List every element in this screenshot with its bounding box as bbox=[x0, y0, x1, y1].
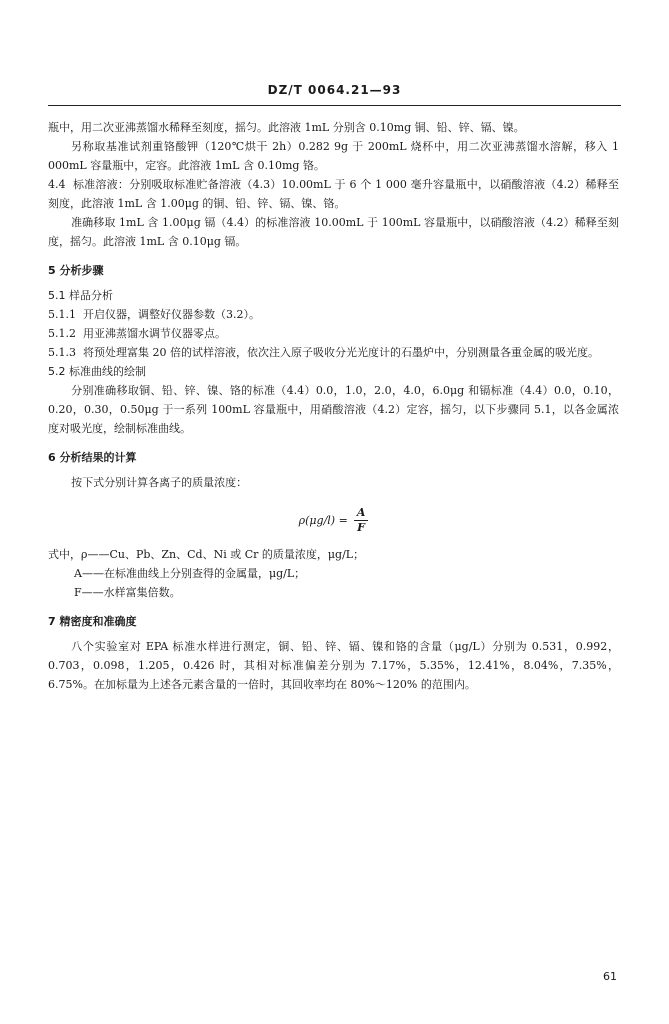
standard-code-header: DZ/T 0064.21—93 bbox=[267, 83, 402, 97]
page-number: 61 bbox=[603, 970, 617, 983]
concentration-formula bbox=[48, 506, 619, 535]
formula-fraction bbox=[354, 506, 369, 535]
paragraph-standard-solution bbox=[48, 175, 619, 213]
section-title-6: 6 分析结果的计算 bbox=[48, 451, 137, 464]
subsection-5-1: 5.1 样品分析 bbox=[48, 289, 113, 302]
paragraph-cadmium-standard: 准确移取 1mL 含 1.00μg 镉（4.4）的标准溶液 10.00mL 于 100mL 容量瓶中，以硝酸溶液（4.2）稀释至刻度，摇匀。此溶液 1mL 含 0.10μg 镉。 bbox=[48, 216, 619, 248]
header-rule bbox=[48, 105, 621, 106]
clause-5-1-3 bbox=[48, 343, 619, 362]
clause-number: 5.1.3 bbox=[48, 346, 76, 359]
definition-rho: 式中，ρ——Cu、Pb、Zn、Cd、Ni 或 Cr 的质量浓度，μg/L； bbox=[48, 548, 365, 561]
formula-denominator: F bbox=[357, 521, 365, 534]
clause-number: 4.4 bbox=[48, 178, 66, 191]
definition-a: A——在标准曲线上分别查得的金属量，μg/L； bbox=[74, 567, 306, 580]
clause-text: 将预处理富集 20 倍的试样溶液，依次注入原子吸收分光光度计的石墨炉中，分别测量各重金属的吸光度。 bbox=[83, 346, 599, 359]
clause-text: 标准溶液：分别吸取标准贮备溶液（4.3）10.00mL 于 6 个 1 000 毫升容量瓶中，以硝酸溶液（4.2）稀释至刻度，此溶液 1mL 含 1.00μg 的铜、铅、锌、镉、镍、铬。 bbox=[48, 178, 619, 210]
section-title-5: 5 分析步骤 bbox=[48, 264, 104, 277]
subsection-5-2: 5.2 标准曲线的绘制 bbox=[48, 365, 146, 378]
paragraph-dichromate: 另称取基准试剂重铬酸钾（120℃烘干 2h）0.282 9g 于 200mL 烧杯中，用二次亚沸蒸馏水溶解，移入 1 000mL 容量瓶中，定容。此溶液 1mL 含 0.10mg 铬。 bbox=[48, 140, 619, 172]
section-title-7: 7 精密度和准确度 bbox=[48, 615, 137, 628]
paragraph-precision: 八个实验室对 EPA 标准水样进行测定，铜、铅、锌、镉、镍和铬的含量（μg/L）分别为 0.531，0.992，0.703，0.098，1.205，0.426 时，其相对标准偏差分别为 7.17%，5.35%，12.41%，8.04%，7.35%，6.75%。在加标量为上述各元素含量的一倍时，其回收率均在 80%～120% 的范围内。 bbox=[48, 640, 619, 691]
clause-5-1-2 bbox=[48, 324, 619, 343]
clause-text: 用亚沸蒸馏水调节仪器零点。 bbox=[83, 327, 226, 340]
clause-number: 5.1.2 bbox=[48, 327, 76, 340]
page-content bbox=[48, 118, 619, 694]
formula-lhs: ρ(μg/l) = bbox=[298, 514, 348, 527]
clause-text: 开启仪器，调整好仪器参数（3.2）。 bbox=[83, 308, 260, 321]
formula-numerator: A bbox=[354, 506, 369, 521]
formula-definitions bbox=[48, 545, 619, 602]
clause-5-1-1 bbox=[48, 305, 619, 324]
paragraph-calculation-intro: 按下式分别计算各离子的质量浓度： bbox=[71, 476, 248, 489]
paragraph-continued: 瓶中，用二次亚沸蒸馏水稀释至刻度，摇匀。此溶液 1mL 分别含 0.10mg 铜、铅、锌、镉、镍。 bbox=[48, 121, 525, 134]
paragraph-calibration-curve: 分别准确移取铜、铅、锌、镍、铬的标准（4.4）0.0，1.0，2.0，4.0，6.0μg 和镉标准（4.4）0.0，0.10，0.20，0.30，0.50μg 于一系列 100mL 容量瓶中，用硝酸溶液（4.2）定容，摇匀，以下步骤同 5.1，以各金属浓度对吸光度，绘制标准曲线。 bbox=[48, 384, 619, 435]
clause-number: 5.1.1 bbox=[48, 308, 76, 321]
definition-f: F——水样富集倍数。 bbox=[74, 586, 181, 599]
